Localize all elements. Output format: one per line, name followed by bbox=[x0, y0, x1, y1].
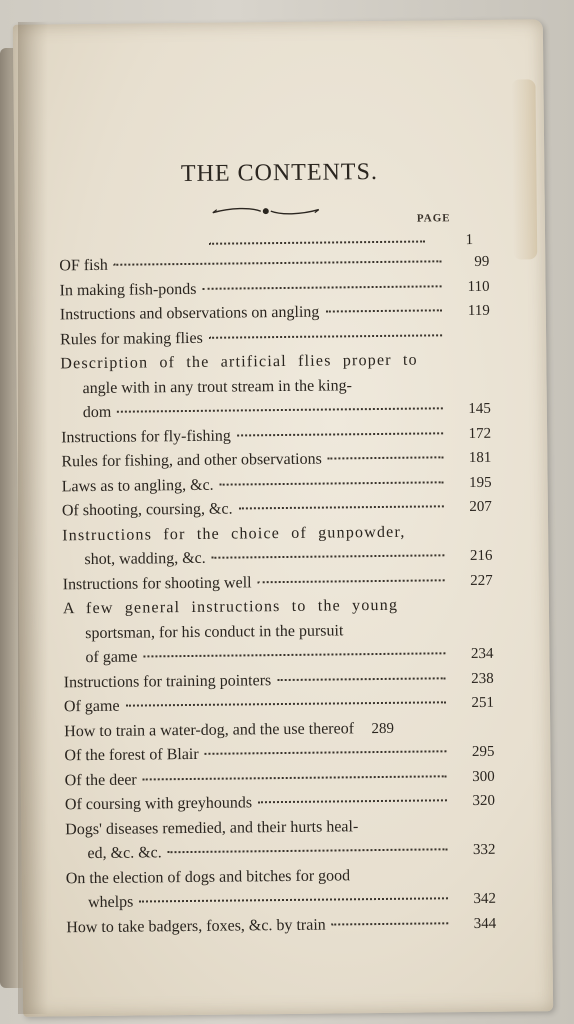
dot-leader bbox=[117, 407, 443, 412]
page-title: THE CONTENTS. bbox=[180, 158, 379, 188]
dot-leader bbox=[125, 701, 445, 706]
entry-title: Of the forest of Blair bbox=[64, 745, 199, 765]
dot-leader bbox=[325, 309, 441, 312]
entry-title-line: dom bbox=[82, 403, 112, 422]
entry-page-number: 216 bbox=[469, 547, 493, 565]
entry-title-line: Description of the artificial flies proper to bbox=[60, 351, 418, 373]
book-page bbox=[13, 19, 553, 1016]
dot-leader bbox=[114, 260, 442, 265]
entry-title-line: shot, wadding, &c. bbox=[84, 549, 206, 569]
dot-leader bbox=[205, 750, 447, 755]
entry-title: Rules for making flies bbox=[60, 329, 203, 348]
contents-entry-multiline bbox=[62, 519, 492, 573]
contents-entry-multiline bbox=[65, 813, 495, 867]
dot-leader bbox=[332, 922, 449, 925]
dot-leader bbox=[212, 554, 445, 558]
entry-title-line: On the election of dogs and bitches for good bbox=[65, 866, 351, 887]
dot-leader bbox=[139, 897, 448, 902]
entry-page-number: 99 bbox=[474, 253, 490, 270]
entry-title: Instructions for shooting well bbox=[62, 573, 252, 593]
dot-leader bbox=[202, 285, 441, 290]
entry-title: Of game bbox=[63, 697, 120, 716]
entry-title-line: of game bbox=[85, 648, 138, 667]
entry-title: Of coursing with greyhounds bbox=[64, 794, 253, 814]
dot-leader bbox=[209, 334, 442, 338]
entry-page-number: 300 bbox=[472, 768, 495, 785]
contents-list bbox=[59, 228, 496, 940]
entry-page-number: 119 bbox=[467, 302, 490, 320]
dot-leader bbox=[277, 677, 445, 681]
entry-title: Instructions for training pointers bbox=[63, 671, 272, 691]
ornament-divider-icon bbox=[211, 203, 321, 220]
dot-leader bbox=[239, 505, 444, 509]
dot-leader bbox=[220, 481, 444, 485]
entry-title: Instructions and observations on angling bbox=[59, 303, 320, 324]
entry-title-line: angle with in any trout stream in the king- bbox=[82, 376, 352, 397]
dot-leader bbox=[168, 848, 448, 853]
entry-page-number: 238 bbox=[471, 670, 494, 687]
entry-page-number: 234 bbox=[470, 645, 494, 663]
entry-title-line: Instructions for the choice of gunpowder, bbox=[62, 523, 406, 544]
entry-page-number: 251 bbox=[471, 694, 495, 712]
entry-page-number: 320 bbox=[472, 792, 496, 810]
contents-entry-multiline bbox=[60, 348, 491, 426]
dot-leader bbox=[143, 652, 445, 657]
page-column-label: PAGE bbox=[416, 212, 451, 225]
dot-leader bbox=[209, 240, 425, 244]
entry-title-line: sportsman, for his conduct in the pursuit bbox=[85, 621, 344, 642]
entry-title-line: whelps bbox=[87, 893, 134, 912]
entry-title: Laws as to angling, &c. bbox=[61, 476, 214, 495]
entry-title: Instructions for fly-fishing bbox=[61, 427, 231, 446]
entry-page-number: 295 bbox=[471, 743, 495, 761]
entry-title: Rules for fishing, and other observations bbox=[61, 450, 322, 471]
entry-title-line: Dogs' diseases remedied, and their hurts heal- bbox=[65, 817, 359, 838]
dot-leader bbox=[328, 456, 444, 459]
entry-page-number: 289 bbox=[371, 720, 395, 737]
entry-page-number: 207 bbox=[469, 498, 492, 516]
contents-entry bbox=[66, 911, 496, 940]
entry-page-number: 172 bbox=[468, 425, 492, 442]
entry-title: Of shooting, coursing, &c. bbox=[61, 500, 233, 520]
entry-page-number: 181 bbox=[468, 449, 492, 467]
dot-leader bbox=[258, 579, 445, 583]
entry-page-number: 145 bbox=[468, 400, 491, 418]
entry-title: How to train a water-dog, and the use thereof bbox=[64, 719, 355, 740]
contents-entry-multiline bbox=[63, 593, 494, 671]
entry-page-number: 227 bbox=[470, 572, 493, 589]
entry-title: How to take badgers, foxes, &c. by train bbox=[66, 916, 326, 936]
entry-title: OF fish bbox=[59, 256, 108, 275]
entry-page-number: 342 bbox=[473, 890, 497, 908]
entry-title-line: ed, &c. &c. bbox=[87, 844, 162, 863]
dot-leader bbox=[237, 432, 443, 436]
dot-leader bbox=[143, 775, 447, 780]
entry-page-number: 332 bbox=[472, 841, 496, 859]
entry-title: Of the deer bbox=[64, 771, 137, 789]
entry-page-number: 344 bbox=[473, 915, 497, 932]
entry-title: In making fish-ponds bbox=[59, 280, 197, 299]
contents-entry-multiline bbox=[66, 862, 496, 916]
first-page-row bbox=[59, 228, 489, 255]
dot-leader bbox=[258, 799, 447, 803]
first-page-number: 1 bbox=[465, 231, 474, 249]
entry-page-number: 195 bbox=[469, 474, 492, 491]
entry-page-number: 110 bbox=[467, 278, 490, 295]
entry-title-line: A few general instructions to the young bbox=[62, 596, 399, 618]
